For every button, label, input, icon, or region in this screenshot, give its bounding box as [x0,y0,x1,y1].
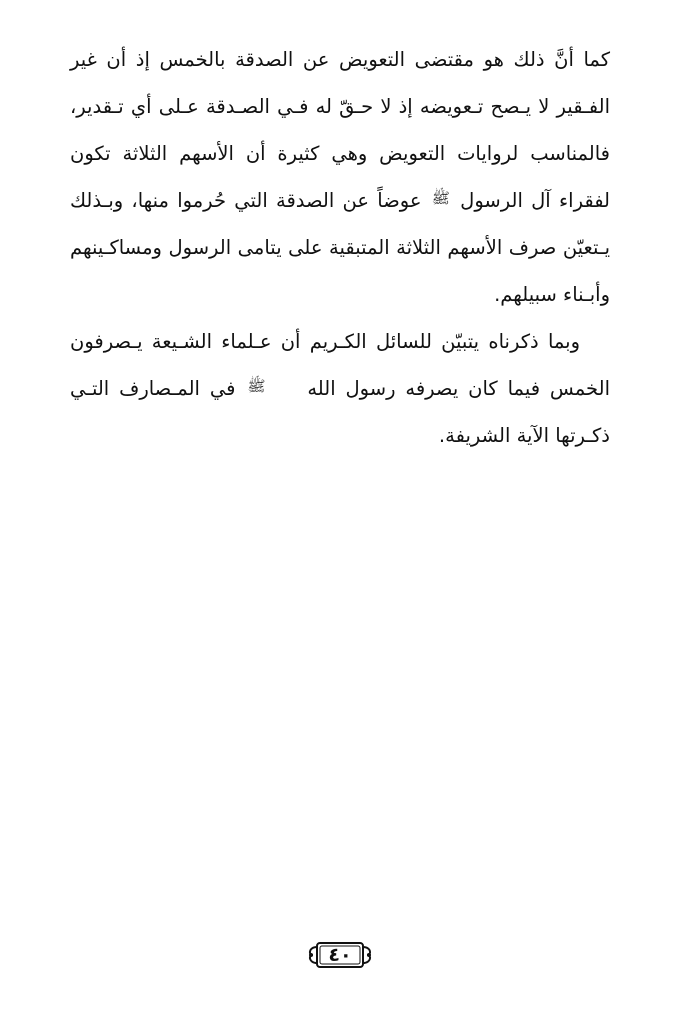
salawat-honorific-symbol: ﷺ [247,377,266,395]
paragraph-1-text-end: عوضاً عن الصدقة التي حُرموا منها، وبـذلك يـتعيّن صرف الأسهم الثلاثة المتبقية على يتامى الرسول ومساكـينهم وأبـناء سبيلهم. [70,189,610,306]
paragraph-2-text-end: في المـصارف التـي ذكـرتها الآية الشريفة. [70,377,610,447]
page-body [70,36,610,459]
paragraph-2-text-start: وبما ذكرناه يتبيّن للسائل الكـريم أن عـلماء الشـيعة يـصرفون الخمس فيما كان يصرفه رسول الله [70,330,611,400]
paragraph-1-text-start: كما أنَّ ذلك هو مقتضى التعويض عن الصدقة بالخمس إذ أن غير الفـقير لا يـصح تـعويضه إذ لا حـقّ له فـي الصـدقة عـلى أي تـقدير، فالمناسب لروايات التعويض وهي كثيرة أن الأسهم الثلاثة تكون لفقراء آل الرسول [70,48,610,212]
page-number-ornament [305,938,375,972]
paragraph-1 [70,36,610,318]
page-number: ٤٠ [328,944,352,966]
salawat-honorific-symbol: ﷺ [431,189,450,207]
paragraph-2 [70,318,610,459]
